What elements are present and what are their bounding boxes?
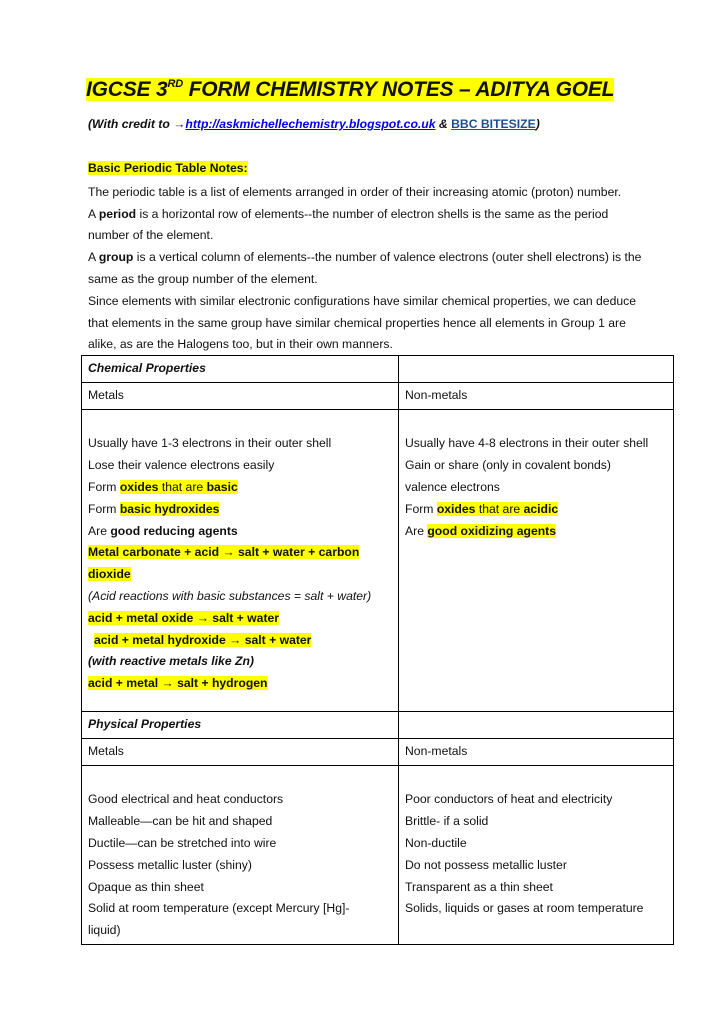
- table-row: [82, 356, 674, 383]
- table-row: [82, 382, 674, 409]
- arrow-icon: →: [173, 117, 186, 131]
- chemical-metals-cell: Usually have 1-3 electrons in their outer shell Lose their valence electrons easily Form oxides that are basic Form basic hydroxides Are good reducing agents Metal carbonate + acid → salt + water + carbon dioxide (Acid reactions with basic substances = salt + water) acid + metal oxide → salt + water acid + metal hydroxide → salt + water (with reactive metals like Zn) acid + metal → salt + hydrogen: [82, 409, 399, 711]
- title-rest: FORM CHEMISTRY NOTES – ADITYA GOEL: [182, 78, 615, 101]
- nonmetals-column-header: Non-metals: [399, 738, 674, 765]
- credit-suffix: ): [535, 117, 540, 131]
- table-row: [82, 765, 674, 944]
- chemical-properties-header: Chemical Properties: [82, 356, 399, 383]
- askmichelle-link[interactable]: http://askmichellechemistry.blogspot.co.uk: [185, 117, 436, 131]
- metals-column-header: Metals: [82, 382, 399, 409]
- credit-line: [88, 117, 540, 131]
- physical-nonmetals-cell: Poor conductors of heat and electricity Brittle- if a solid Non-ductile Do not possess metallic luster Transparent as a thin sheet Solids, liquids or gases at room temperature: [399, 765, 674, 944]
- table-cell-empty: [399, 711, 674, 738]
- intro-paragraph-2: A period is a horizontal row of elements--the number of electron shells is the same as the period number of the element.: [88, 206, 609, 243]
- credit-prefix: (With credit to: [88, 117, 174, 131]
- intro-paragraph-3: A group is a vertical column of elements--the number of valence electrons (outer shell electrons) is the same as the group number of the element.: [88, 250, 642, 286]
- credit-amp: &: [435, 117, 452, 131]
- physical-properties-header: Physical Properties: [82, 711, 399, 738]
- title-superscript: RD: [167, 78, 183, 90]
- chemical-nonmetals-cell: Usually have 4-8 electrons in their outer shell Gain or share (only in covalent bonds) valence electrons Form oxides that are acidic Are good oxidizing agents: [399, 409, 674, 711]
- table-cell-empty: [399, 356, 674, 383]
- document-title: [86, 78, 614, 102]
- intro-paragraph-1: The periodic table is a list of elements arranged in order of their increasing atomic (proton) number.: [88, 184, 622, 199]
- table-row: [82, 711, 674, 738]
- physical-metals-cell: Good electrical and heat conductors Malleable—can be hit and shaped Ductile—can be stretched into wire Possess metallic luster (shiny) Opaque as thin sheet Solid at room temperature (except Mercury [Hg]- liquid): [82, 765, 399, 944]
- section-heading: Basic Periodic Table Notes:: [88, 161, 248, 175]
- metals-column-header: Metals: [82, 738, 399, 765]
- table-row: [82, 409, 674, 711]
- intro-section: [88, 158, 648, 356]
- nonmetals-column-header: Non-metals: [399, 382, 674, 409]
- intro-paragraph-4: Since elements with similar electronic configurations have similar chemical properties, we can deduce that elements in the same group have similar chemical properties hence all elements in Group 1 are alike, as are the Halogens too, but in their own manners.: [88, 293, 637, 352]
- table-row: [82, 738, 674, 765]
- properties-table: [81, 355, 674, 945]
- title-main: IGCSE 3: [86, 78, 168, 101]
- bbc-bitesize-link[interactable]: BBC BITESIZE: [451, 117, 536, 131]
